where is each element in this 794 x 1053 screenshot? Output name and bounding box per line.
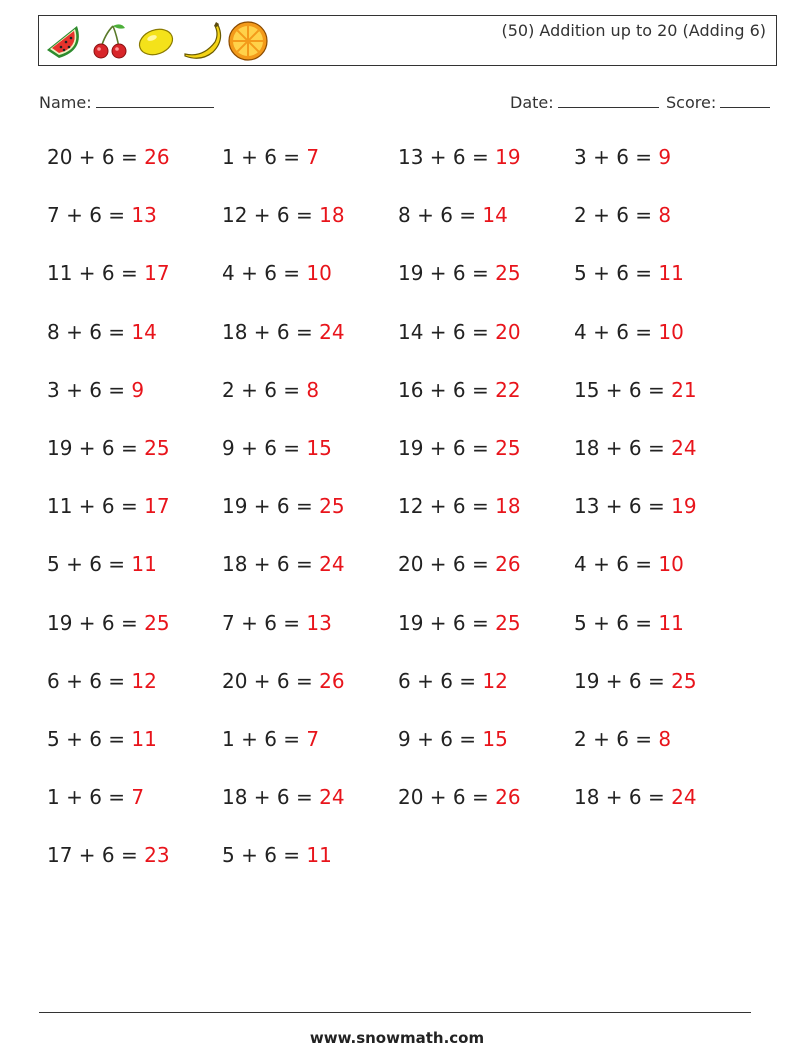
problem-answer: 12 [482,668,508,693]
name-field [39,93,214,112]
worksheet-title: (50) Addition up to 20 (Adding 6) [501,21,766,40]
addition-problem [222,843,332,867]
addition-problem [398,669,508,693]
addition-problem [398,727,508,751]
problem-row [47,203,767,261]
addition-problem [222,785,345,809]
addition-problem [574,203,671,227]
problem-answer: 20 [495,319,521,344]
score-field [666,93,770,112]
problem-expression: 11 + 6 = [47,494,145,519]
addition-problem [47,843,170,867]
problem-answer: 15 [482,726,508,751]
problem-row [47,611,767,669]
problem-answer: 18 [495,494,521,519]
orange-slice-icon [227,20,269,62]
problem-answer: 7 [131,785,145,810]
problem-expression: 19 + 6 = [398,435,496,460]
problem-expression: 19 + 6 = [574,668,672,693]
addition-problem [47,611,170,635]
problem-answer: 11 [306,843,332,868]
date-field [510,93,659,112]
addition-problem [398,203,508,227]
addition-problem [222,611,332,635]
problem-answer: 25 [495,261,521,286]
name-blank-line[interactable] [96,93,214,108]
banana-icon [181,20,223,62]
problem-row [47,436,767,494]
problem-expression: 5 + 6 = [47,726,132,751]
problem-answer: 18 [319,203,345,228]
problem-expression: 3 + 6 = [574,145,659,169]
addition-problem [222,436,332,460]
footer-url: www.snowmath.com [309,1029,485,1047]
problem-answer: 9 [131,377,145,402]
problem-expression: 8 + 6 = [398,203,483,228]
addition-problem [574,552,684,576]
problem-expression: 18 + 6 = [222,785,320,810]
problem-expression: 9 + 6 = [398,726,483,751]
addition-problem [222,552,345,576]
problem-answer: 22 [495,377,521,402]
problem-answer: 10 [658,552,684,577]
addition-problem [398,261,521,285]
problem-expression: 19 + 6 = [47,610,145,635]
addition-problem [47,669,157,693]
problem-expression: 4 + 6 = [222,261,307,286]
problem-answer: 10 [306,261,332,286]
problem-expression: 18 + 6 = [574,785,672,810]
addition-problem [574,378,697,402]
problem-answer: 24 [319,319,345,344]
footer-divider [39,1012,751,1013]
problem-answer: 23 [144,843,170,868]
problem-expression: 8 + 6 = [47,319,132,344]
problem-expression: 16 + 6 = [398,377,496,402]
problem-answer: 13 [131,203,157,228]
problem-row [47,378,767,436]
problem-answer: 25 [671,668,697,693]
problem-answer: 11 [131,726,157,751]
problem-expression: 6 + 6 = [398,668,483,693]
addition-problem [398,494,521,518]
problem-answer: 24 [671,785,697,810]
fruit-icons [43,19,269,63]
problem-expression: 1 + 6 = [222,726,307,751]
addition-problem [398,378,521,402]
addition-problem [47,378,144,402]
addition-problem [574,145,671,169]
addition-problem [398,785,521,809]
addition-problem [574,320,684,344]
problem-row [47,843,767,901]
addition-problem [574,727,671,751]
addition-problem [222,261,332,285]
problem-expression: 15 + 6 = [574,377,672,402]
problem-answer: 26 [495,785,521,810]
addition-problem [574,436,697,460]
problem-answer: 26 [144,145,170,169]
problem-expression: 19 + 6 = [398,261,496,286]
addition-problem [47,785,144,809]
problem-answer: 8 [658,203,672,228]
addition-problem [47,436,170,460]
cherries-icon [89,20,131,62]
problem-expression: 12 + 6 = [398,494,496,519]
problem-answer: 26 [319,668,345,693]
addition-problem [222,669,345,693]
problem-row [47,785,767,843]
addition-problem [574,669,697,693]
problem-answer: 7 [306,726,320,751]
problem-expression: 5 + 6 = [47,552,132,577]
addition-problem [398,611,521,635]
problem-row [47,320,767,378]
problem-answer: 25 [495,435,521,460]
problem-answer: 24 [671,435,697,460]
addition-problem [222,494,345,518]
problem-answer: 11 [131,552,157,577]
problem-expression: 17 + 6 = [47,843,145,868]
problem-expression: 5 + 6 = [222,843,307,868]
problem-expression: 20 + 6 = [398,785,496,810]
problem-answer: 25 [144,435,170,460]
addition-problem [398,552,521,576]
addition-problem [222,727,319,751]
date-label: Date: [510,93,554,112]
addition-problem [47,320,157,344]
problem-row [47,494,767,552]
problem-row [47,727,767,785]
addition-problem [398,145,521,169]
problem-expression: 7 + 6 = [222,610,307,635]
date-blank-line[interactable] [558,93,659,108]
problem-expression: 20 + 6 = [222,668,320,693]
problem-answer: 12 [131,668,157,693]
problem-answer: 13 [306,610,332,635]
addition-problem [398,320,521,344]
score-label: Score: [666,93,717,112]
problem-expression: 4 + 6 = [574,319,659,344]
addition-problem [47,552,157,576]
worksheet-header [38,15,777,66]
problem-expression: 6 + 6 = [47,668,132,693]
addition-problem [47,727,157,751]
problem-expression: 3 + 6 = [47,377,132,402]
problem-row [47,145,767,203]
addition-problem [222,203,345,227]
addition-problem [222,145,319,169]
problem-answer: 17 [144,494,170,519]
problem-expression: 2 + 6 = [574,203,659,228]
addition-problem [47,203,157,227]
addition-problem [574,261,684,285]
problem-answer: 11 [658,261,684,286]
problem-expression: 18 + 6 = [222,552,320,577]
problem-answer: 21 [671,377,697,402]
problem-expression: 13 + 6 = [398,145,496,169]
problem-answer: 8 [306,377,320,402]
problem-answer: 17 [144,261,170,286]
problem-expression: 19 + 6 = [47,435,145,460]
score-blank-line[interactable] [720,93,770,108]
problem-answer: 25 [319,494,345,519]
problem-answer: 19 [495,145,521,169]
problem-grid [47,145,767,901]
addition-problem [47,145,170,169]
problem-answer: 24 [319,785,345,810]
problem-expression: 4 + 6 = [574,552,659,577]
problem-expression: 11 + 6 = [47,261,145,286]
problem-answer: 10 [658,319,684,344]
problem-expression: 7 + 6 = [47,203,132,228]
problem-answer: 25 [144,610,170,635]
problem-answer: 15 [306,435,332,460]
problem-expression: 12 + 6 = [222,203,320,228]
problem-answer: 14 [131,319,157,344]
addition-problem [574,785,697,809]
problem-row [47,552,767,610]
problem-row [47,669,767,727]
problem-expression: 20 + 6 = [47,145,145,169]
addition-problem [222,320,345,344]
problem-expression: 2 + 6 = [222,377,307,402]
problem-answer: 7 [306,145,320,169]
addition-problem [574,494,697,518]
problem-expression: 1 + 6 = [222,145,307,169]
problem-answer: 24 [319,552,345,577]
lemon-icon [135,20,177,62]
problem-answer: 26 [495,552,521,577]
addition-problem [398,436,521,460]
problem-expression: 5 + 6 = [574,261,659,286]
problem-expression: 19 + 6 = [398,610,496,635]
problem-expression: 13 + 6 = [574,494,672,519]
problem-answer: 19 [671,494,697,519]
addition-problem [222,378,319,402]
problem-expression: 2 + 6 = [574,726,659,751]
problem-answer: 14 [482,203,508,228]
problem-row [47,261,767,319]
problem-expression: 18 + 6 = [222,319,320,344]
problem-answer: 25 [495,610,521,635]
addition-problem [47,494,170,518]
problem-expression: 19 + 6 = [222,494,320,519]
problem-expression: 5 + 6 = [574,610,659,635]
problem-answer: 11 [658,610,684,635]
name-label: Name: [39,93,92,112]
problem-answer: 9 [658,145,672,169]
problem-expression: 9 + 6 = [222,435,307,460]
problem-answer: 8 [658,726,672,751]
addition-problem [574,611,684,635]
problem-expression: 20 + 6 = [398,552,496,577]
watermelon-icon [43,20,85,62]
problem-expression: 14 + 6 = [398,319,496,344]
addition-problem [47,261,170,285]
problem-expression: 18 + 6 = [574,435,672,460]
problem-expression: 1 + 6 = [47,785,132,810]
